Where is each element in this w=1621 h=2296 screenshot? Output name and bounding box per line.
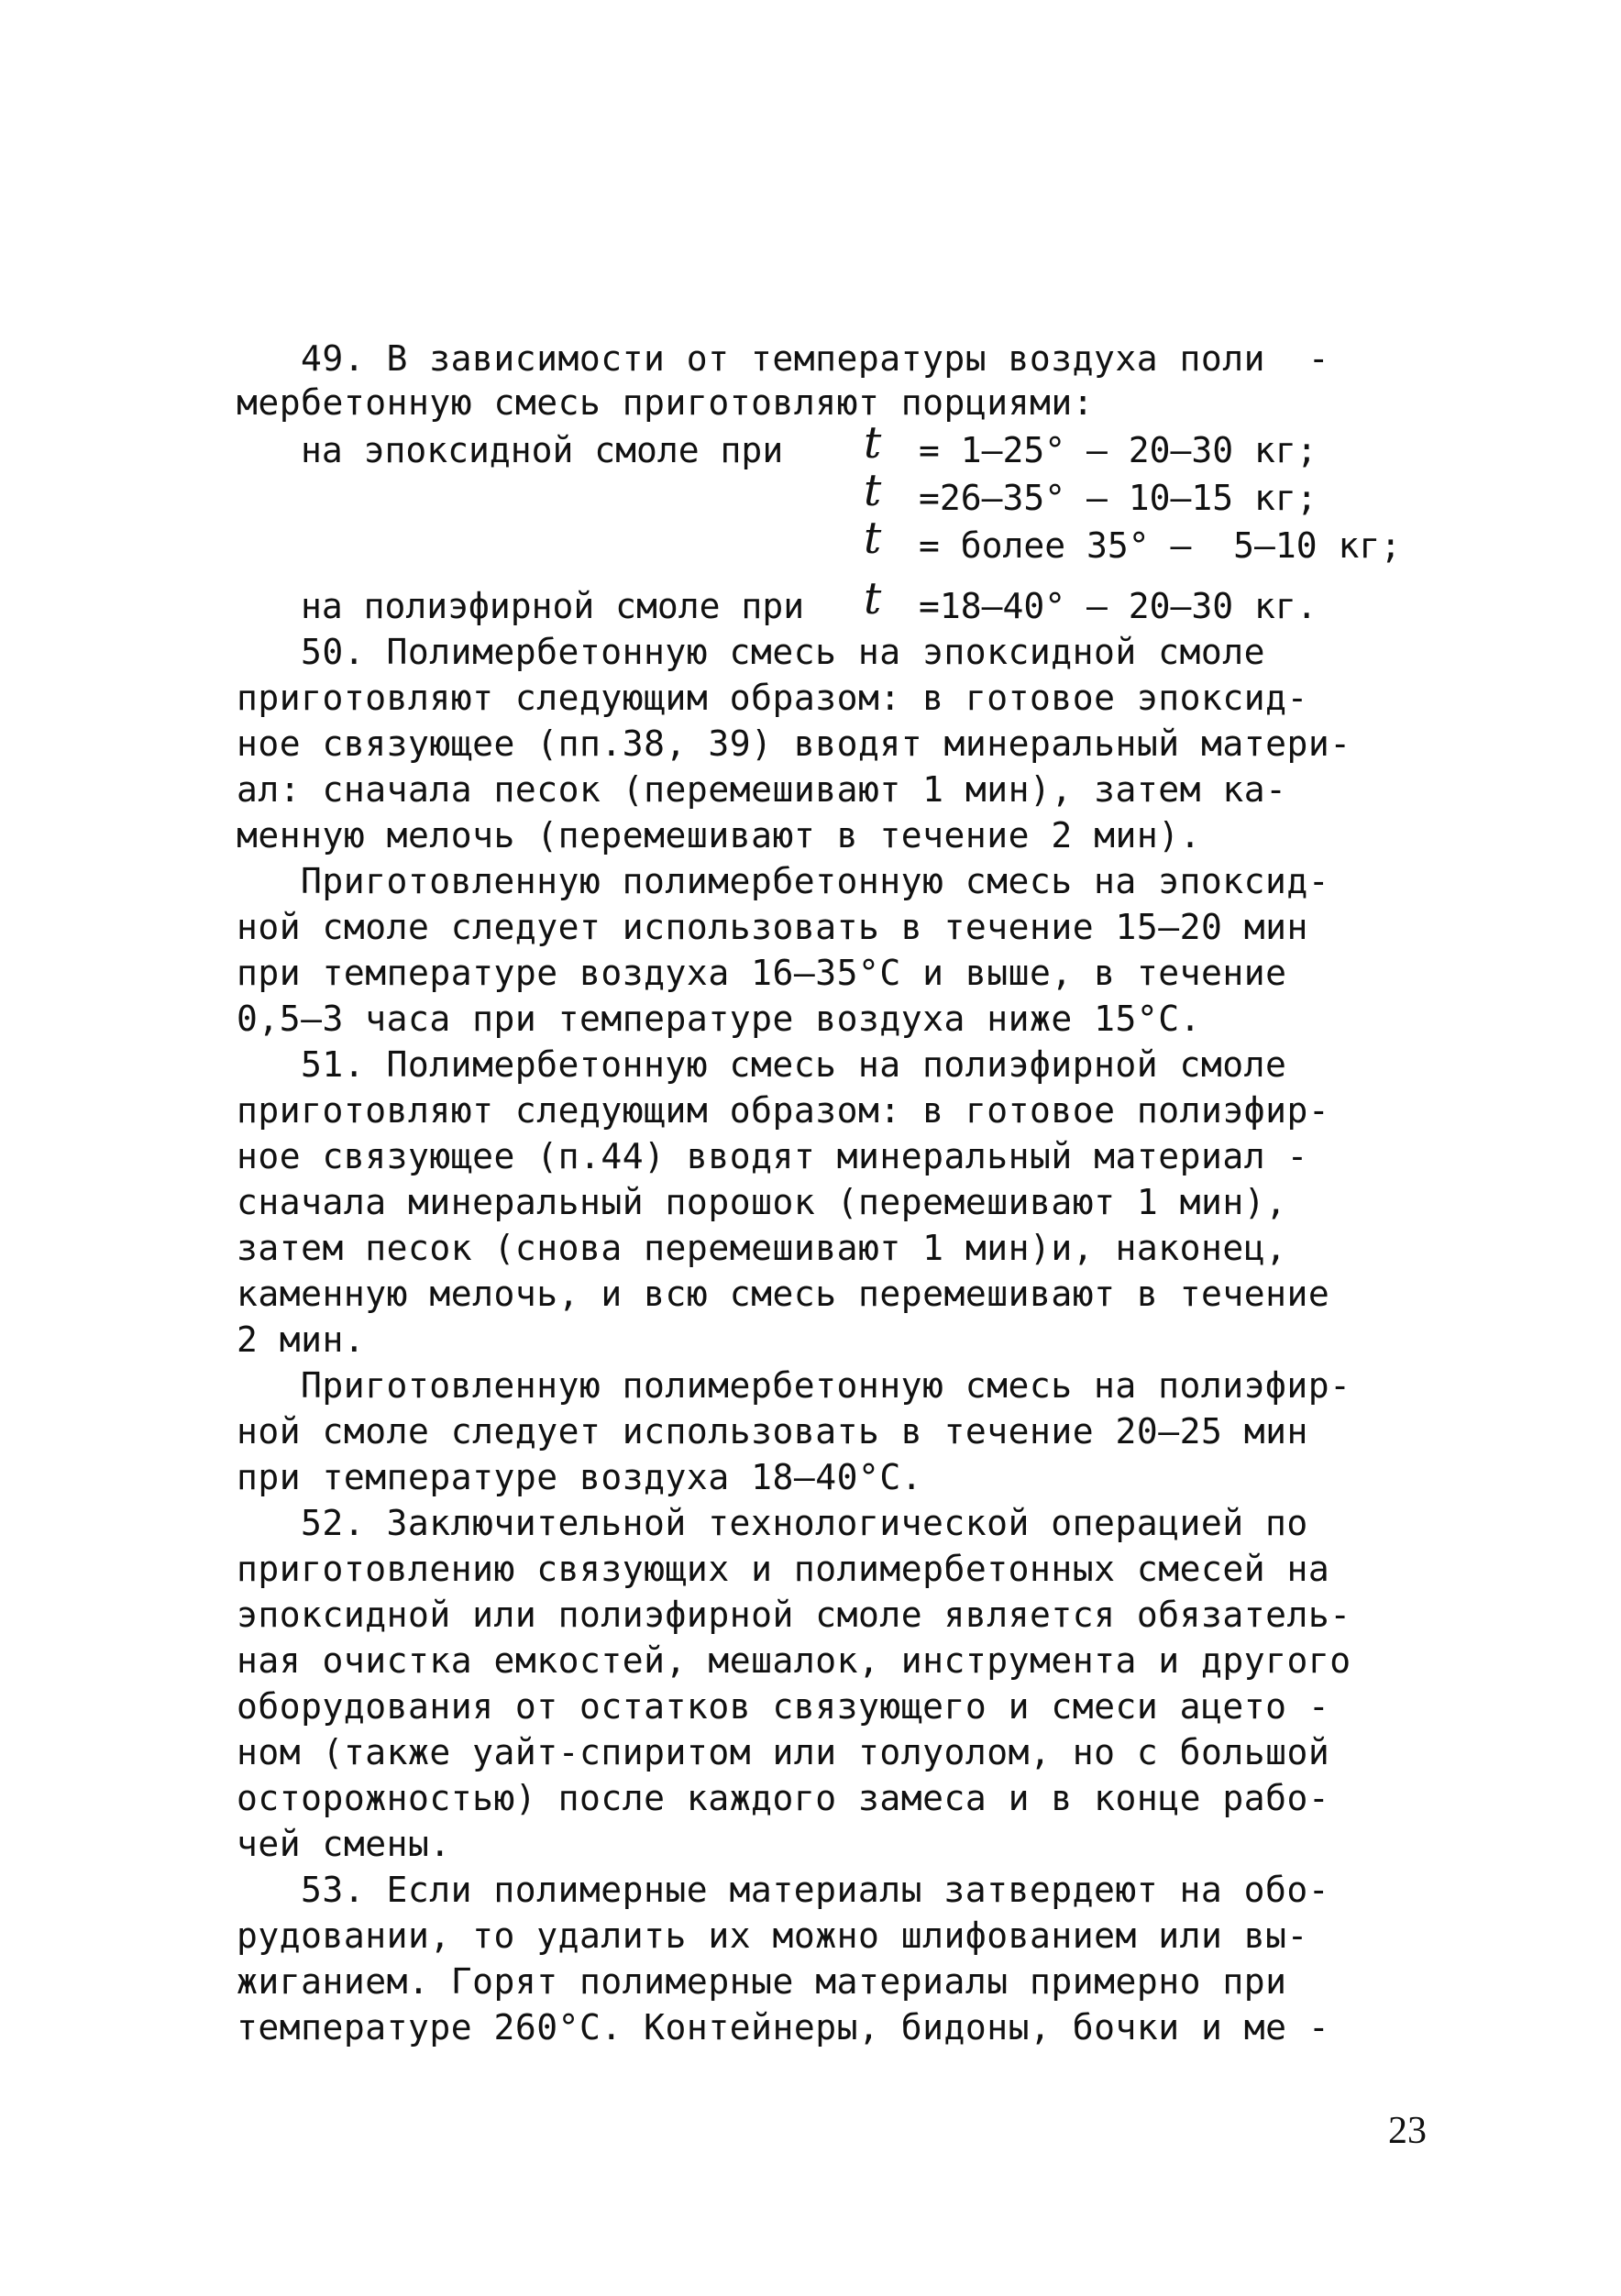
epoxy-label: на эпоксидной смоле при <box>301 430 784 470</box>
formula-4: =18–40° – 20–30 кг. <box>919 586 1318 626</box>
p51-line-9: ной смоле следует использовать в течение 20–25 мин <box>237 1411 1308 1452</box>
formula-2: =26–35° – 10–15 кг; <box>919 478 1318 518</box>
formula-3: = более 35° – 5–10 кг; <box>919 525 1402 566</box>
p52-line-2: приготовлению связующих и полимербетонных смесей на <box>237 1549 1330 1589</box>
p52-line-6: ном (также уайт-спиритом или толуолом, но с большой <box>237 1732 1330 1772</box>
p53-line-1: 53. Если полимерные материалы затвердеют на обо- <box>301 1870 1330 1910</box>
formula-4-t: t <box>864 573 882 624</box>
p50-line-6: Приготовленную полимербетонную смесь на эпоксид- <box>301 861 1330 901</box>
p50-line-9: 0,5–3 часа при температуре воздуха ниже 15°С. <box>237 999 1202 1039</box>
p52-line-5: оборудования от остатков связующего и смеси ацето - <box>237 1686 1330 1727</box>
formula-1: = 1–25° – 20–30 кг; <box>919 430 1318 470</box>
p49-line-2: мербетонную смесь приготовляют порциями: <box>237 382 1095 423</box>
p52-line-7: осторожностью) после каждого замеса и в конце рабо- <box>237 1778 1330 1818</box>
p50-line-5: менную мелочь (перемешивают в течение 2 мин). <box>237 815 1202 855</box>
p51-line-5: затем песок (снова перемешивают 1 мин)и, наконец, <box>237 1228 1287 1268</box>
page-number: 23 <box>1388 2110 1427 2152</box>
p53-line-2: рудовании, то удалить их можно шлифованием или вы- <box>237 1915 1308 1956</box>
formula-2-t: t <box>864 465 882 516</box>
p50-line-7: ной смоле следует использовать в течение 15–20 мин <box>237 907 1308 947</box>
poly-label: на полиэфирной смоле при <box>301 586 805 626</box>
p51-line-3: ное связующее (п.44) вводят минеральный материал - <box>237 1136 1308 1176</box>
p51-line-4: сначала минеральный порошок (перемешивают 1 мин), <box>237 1182 1287 1222</box>
p52-line-3: эпоксидной или полиэфирной смоле является обязатель- <box>237 1595 1351 1635</box>
formula-1-t: t <box>864 417 882 469</box>
p51-line-7: 2 мин. <box>237 1319 366 1360</box>
p52-line-1: 52. Заключительной технологической операцией по <box>301 1503 1308 1543</box>
p51-line-10: при температуре воздуха 18–40°С. <box>237 1457 923 1497</box>
p52-line-8: чей смены. <box>237 1824 451 1864</box>
p51-line-8: Приготовленную полимербетонную смесь на полиэфир- <box>301 1365 1351 1406</box>
p53-line-3: жиганием. Горят полимерные материалы примерно при <box>237 1961 1287 2002</box>
p51-line-2: приготовляют следующим образом: в готовое полиэфир- <box>237 1090 1330 1131</box>
p51-line-1: 51. Полимербетонную смесь на полиэфирной смоле <box>301 1044 1287 1085</box>
p50-line-2: приготовляют следующим образом: в готовое эпоксид- <box>237 678 1308 718</box>
p50-line-1: 50. Полимербетонную смесь на эпоксидной смоле <box>301 632 1266 672</box>
p50-line-4: ал: сначала песок (перемешивают 1 мин), затем ка- <box>237 769 1287 810</box>
p51-line-6: каменную мелочь, и всю смесь перемешивают в течение <box>237 1274 1330 1314</box>
p50-line-3: ное связующее (пп.38, 39) вводят минеральный матери- <box>237 723 1351 764</box>
formula-3-t: t <box>864 513 882 564</box>
p52-line-4: ная очистка емкостей, мешалок, инструмента и другого <box>237 1640 1351 1681</box>
p53-line-4: температуре 260°С. Контейнеры, бидоны, бочки и ме - <box>237 2007 1330 2048</box>
p50-line-8: при температуре воздуха 16–35°С и выше, в течение <box>237 953 1287 993</box>
p49-line-1: 49. В зависимости от температуры воздуха поли - <box>301 338 1330 379</box>
